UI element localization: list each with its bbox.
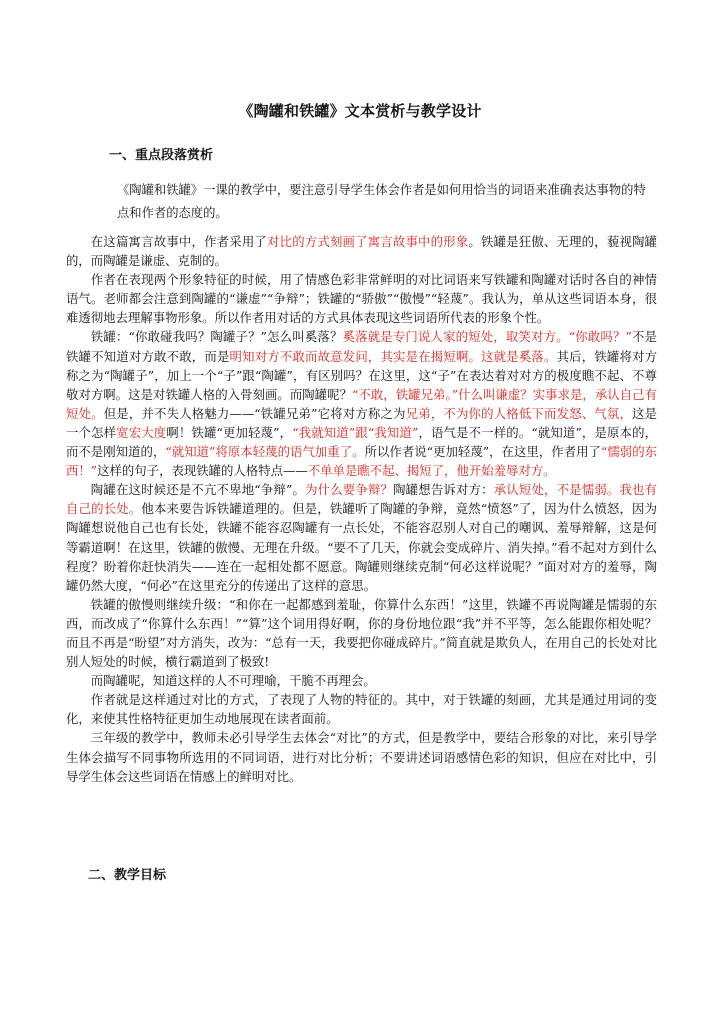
text-run: ，语气是不一样的。“就知道”，是原本的，而不是刚知道的，	[66, 424, 658, 460]
body-text	[66, 232, 657, 786]
text-run: 不是铁罐不知道对方敢不敢，而是	[66, 329, 658, 364]
body-paragraph	[66, 327, 657, 480]
body-paragraph	[66, 595, 657, 671]
highlighted-text: 兄弟，不为你的人格低下而发怒、气氛，	[405, 405, 633, 421]
body-paragraph	[66, 671, 657, 690]
text-run: 这样的句子，表现铁罐的人格特点——	[97, 463, 308, 479]
intro-paragraph: 《陶罐和铁罐》一课的教学中，要注意引导学生体会作者是如何用恰当的词语来准确表达事物的特点和作者的态度的。	[117, 183, 646, 220]
highlighted-text: 对比的方式刻画了寓言故事中的形象	[267, 234, 469, 249]
highlighted-text: “懦弱的东西！”	[66, 444, 658, 479]
document-title: 《陶罐和铁罐》文本赏析与教学设计	[238, 102, 482, 120]
highlighted-text: “不敢，铁罐兄弟。”什么叫谦虚？实事求是，承认自己有短处。	[66, 386, 658, 421]
text-run: 铁罐：“你敢碰我吗？陶罐子？”怎么叫奚落？	[90, 329, 343, 345]
highlighted-text: 承认短处，不是懦弱。我也有自己的长处。	[66, 482, 658, 517]
text-run: 这是一个怎样	[66, 405, 658, 440]
body-paragraph	[66, 690, 657, 728]
text-run: 铁罐的傲慢则继续升级：“和你在一起都感到羞耻，你算什么东西！”这里，铁罐不再说陶罐是懦弱的东西，而改成了“你算什么东西！”“算”这个词用得好啊，你的身份地位跟“我”并不平等，怎么能跟你相处呢？而且不再是“盼望”对方消失，改为：“总有一天，我要把你碰成碎片。”简直就是欺负人，在用自己的长处对比别人短处的时候，横行霸道到了极致!	[66, 596, 657, 670]
text-run: 啊！铁罐“更加轻蔑”，	[166, 424, 293, 440]
text-run: 而陶罐呢，知道这样的人不可理喻，干脆不再理会。	[90, 673, 376, 689]
highlighted-text: “我就知道”跟“我知道”	[292, 424, 419, 440]
text-run: 作者就是这样通过对比的方式，了表现了人物的特征的。其中，对于铁罐的刻画，尤其是通过用词的变化，来使其性格特征更加生动地展现在读者面前。	[66, 692, 657, 727]
highlighted-text: “就知道”将原本轻蔑的语气加重了。	[165, 444, 365, 460]
highlighted-text: 不单单是瞧不起、揭短了，他开始羞辱对方。	[307, 463, 556, 479]
text-run: 作者在表现两个形象特征的时候，用了情感色彩非常鲜明的对比词语来写铁罐和陶罐对话时各自的神情语气。老师都会注意到陶罐的“谦虚”“争辩”；铁罐的“骄傲”“傲慢”“轻蔑”。我认为，单从这些词语本身，很难透彻地去理解事物形象。所以作者用对话的方式具体表现这些词语所代表的形象个性。	[66, 272, 657, 326]
text-run: 但是，并不失人格魅力——“铁罐兄弟”它将对方称之为	[103, 405, 406, 421]
text-run: 三年级的教学中，教师未必引导学生去体会“对比”的方式，但是教学中，要结合形象的对比，来引导学生体会描写不同事物所选用的不同词语，进行对比分析；不要讲述词语感情色彩的知识，但应在对比中，引导学生体会这些词语在情感上的鲜明对比。	[66, 730, 657, 784]
highlighted-text: 宽宏大度	[116, 424, 167, 440]
highlighted-text: 奚落就是专门说人家的短处，取笑对方。	[342, 329, 569, 345]
text-run: 。铁罐是狂傲、无理的，藐视陶罐的，而陶罐是谦虚、克制的。	[66, 234, 658, 269]
highlighted-text: “你敢吗？”	[568, 329, 632, 345]
text-run: 在这篇寓言故事中，作者采用了	[90, 234, 268, 249]
text-run: 陶罐想告诉对方：	[393, 482, 494, 498]
body-paragraph	[66, 270, 657, 327]
body-paragraph	[66, 728, 657, 785]
section-heading-2: 二、教学目标	[88, 868, 167, 883]
section-heading-1: 一、重点段落赏析	[109, 148, 214, 163]
highlighted-text: 为什么要争辩？	[305, 482, 394, 498]
body-paragraph	[66, 232, 657, 270]
highlighted-text: 明知对方不敢而故意发问，其实是在揭短啊。这就是奚落。	[229, 348, 557, 364]
text-run: 他本来要告诉铁罐道理的。但是，铁罐听了陶罐的争辩，竟然“愤怒”了，因为什么愤怒，因为陶罐想说他自己也有长处，铁罐不能容忍陶罐有一点长处，不能容忍别人对自己的嘲讽、羞辱辩解，这是何等霸道啊！在这里，铁罐的傲慢、无理在升级。“要不了几天，你就会变成碎片、消失掉。”看不起对方到什么程度？盼着你赶快消失——连在一起相处都不愿意。陶罐则继续克制“何必这样说呢？”面对对方的羞辱，陶罐仍然大度，“何必”在这里充分的传递出了这样的意思。	[66, 501, 658, 593]
body-paragraph	[66, 480, 657, 595]
text-run: 所以作者说“更加轻蔑”，在这里，作者用了	[364, 444, 601, 460]
text-run: 陶罐在这时候还是不亢不卑地“争辩”。	[90, 482, 306, 498]
text-run: 其后，铁罐将对方称之为“陶罐子”，加上一个“子”跟“陶罐”，有区别吗？在这里，这“子”在表达着对对方的极度瞧不起、不尊敬对方啊。这是对铁罐人格的入骨刻画。而陶罐呢？	[66, 348, 658, 402]
